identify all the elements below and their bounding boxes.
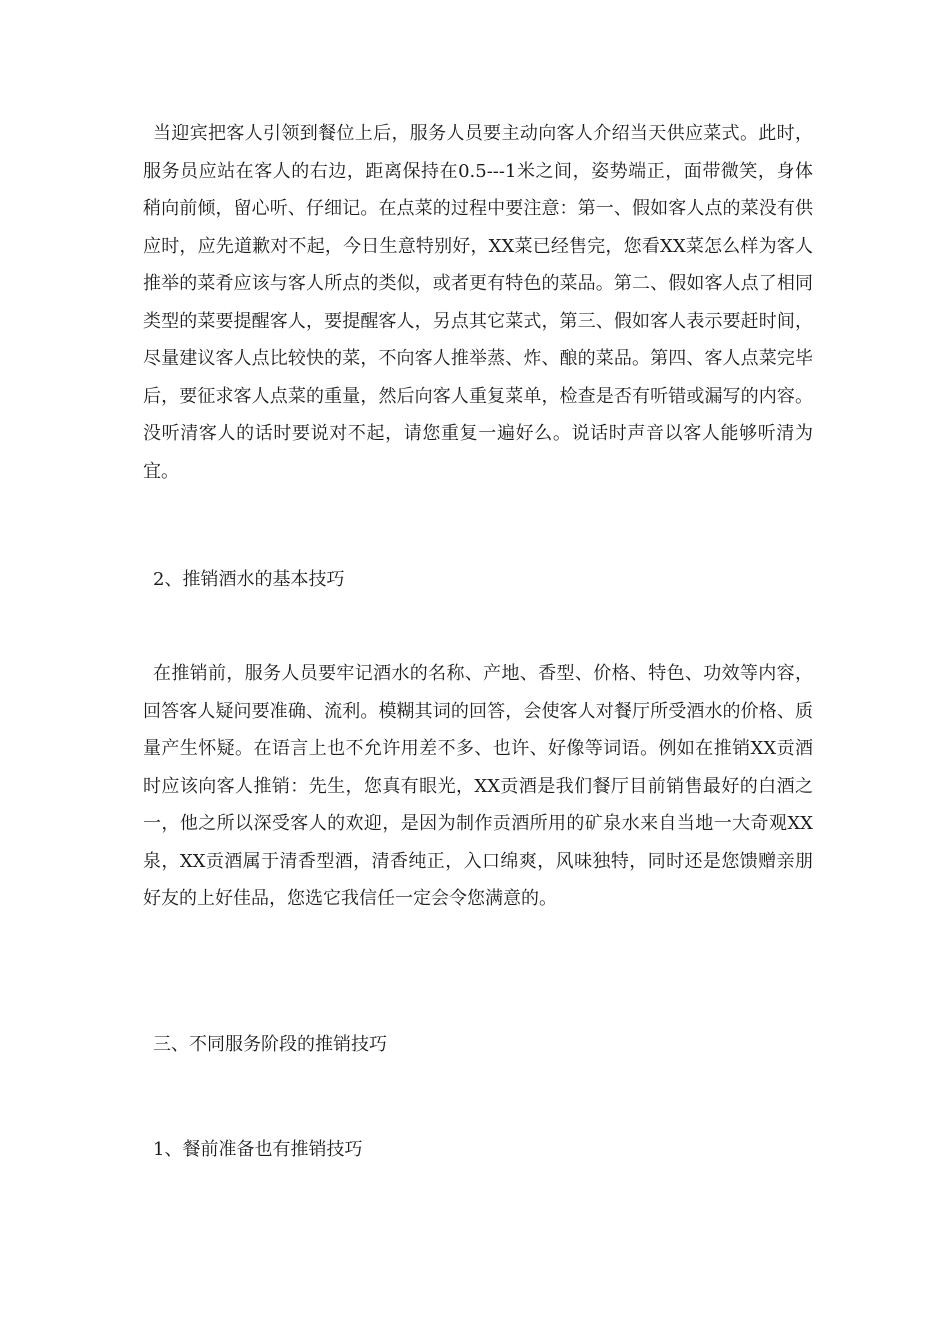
heading-pre-meal-preparation: 1、餐前准备也有推销技巧 <box>153 1139 363 1160</box>
paragraph-wine-sales: 在推销前，服务人员要牢记酒水的名称、产地、香型、价格、特色、功效等内容，回答客人疑问要准确、流利。模糊其词的回答，会使客人对餐厅所受酒水的价格、质量产生怀疑。在语言上也不允许用差不多、也许、好像等词语。例如在推销XX贡酒时应该向客人推销：先生，您真有眼光，XX贡酒是我们餐厅目前销售最好的白酒之一，他之所以深受客人的欢迎，是因为制作贡酒所用的矿泉水来自当地一大奇观XX泉，XX贡酒属于清香型酒，清香纯正，入口绵爽，风味独特，同时还是您馈赠亲朋好友的上好佳品，您选它我信任一定会令您满意的。 <box>143 663 813 909</box>
heading-service-stages: 三、不同服务阶段的推销技巧 <box>153 1034 387 1055</box>
paragraph-ordering-service: 当迎宾把客人引领到餐位上后，服务人员要主动向客人介绍当天供应菜式。此时，服务员应站在客人的右边，距离保持在0.5---1米之间，姿势端正，面带微笑，身体稍向前倾，留心听、仔细记。在点菜的过程中要注意：第一、假如客人点的菜没有供应时，应先道歉对不起，今日生意特别好，XX菜已经售完，您看XX菜怎么样为客人推举的菜肴应该与客人所点的类似，或者更有特色的菜品。第二、假如客人点了相同类型的菜要提醒客人，要提醒客人，另点其它菜式，第三、假如客人表示要赶时间，尽量建议客人点比较快的菜，不向客人推举蒸、炸、酿的菜品。第四、客人点菜完毕后，要征求客人点菜的重量，然后向客人重复菜单，检查是否有听错或漏写的内容。没听清客人的话时要说对不起，请您重复一遍好么。说话时声音以客人能够听清为宜。 <box>143 123 813 482</box>
heading-wine-sales-skills: 2、推销酒水的基本技巧 <box>153 569 345 590</box>
